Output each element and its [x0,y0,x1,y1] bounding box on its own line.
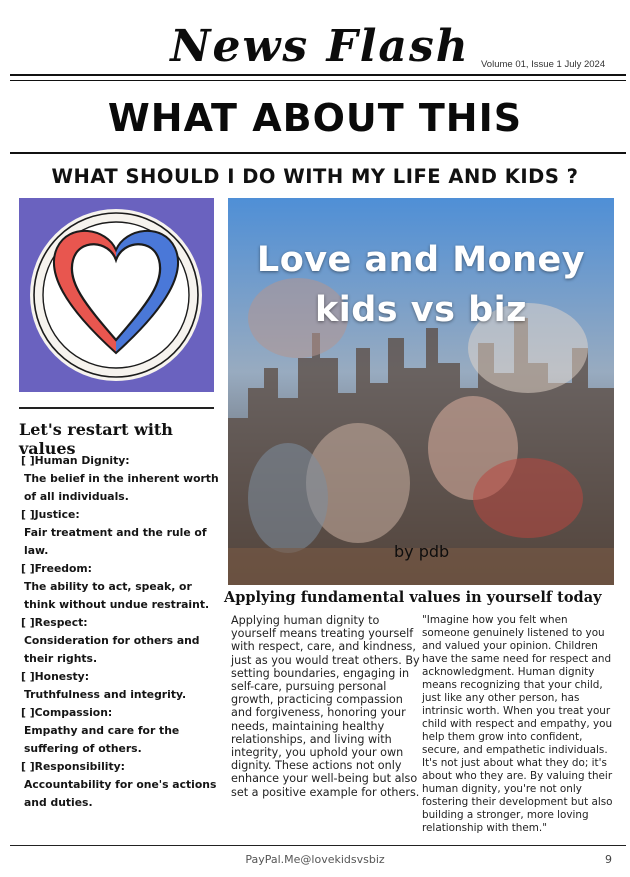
value-description: Fair treatment and the rule of law. [24,526,207,557]
value-description: Truthfulness and integrity. [24,688,187,701]
value-description: The belief in the inherent worth of all individuals. [24,472,219,503]
value-description: Consideration for others and their rights. [24,634,200,665]
cover-image [228,198,614,585]
value-item [21,452,221,506]
value-item [21,758,221,812]
value-name: [ ]Justice: [21,508,80,521]
value-name: [ ]Honesty: [21,670,90,683]
article-column-2: "Imagine how you felt when someone genuinely listened to you and valued your opinion. Children have the same need for respect and acknowledgment. Human dignity means recognizing that your child, just like any other person, has intrinsic worth. When you treat your child with respect and empathy, you help them grow into confident, secure, and empathetic individuals. It's not just about what they do; it's about who they are. By valuing their human dignity, you're not only fostering their development but also building a stronger, more loving relationship with them." [422,614,613,834]
cover-byline: by pdb [394,542,450,561]
value-item [21,614,221,668]
column-divider [19,407,214,409]
footer-rule [10,845,626,846]
page-number: 9 [605,853,612,866]
footer-link[interactable]: PayPal.Me@lovekidsvsbiz [245,853,385,866]
value-name: [ ]Compassion: [21,706,113,719]
headline-rule [10,152,626,154]
value-name: [ ]Responsibility: [21,760,125,773]
cover-title-line2: kids vs biz [314,290,528,330]
heart-logo-panel [19,198,214,392]
masthead-title: News Flash [170,21,470,72]
value-description: The ability to act, speak, or think without undue restraint. [24,580,210,611]
masthead-rule-thin [10,80,626,81]
subheadline: WHAT SHOULD I DO WITH MY LIFE AND KIDS ? [51,165,579,188]
cover-title-line1: Love and Money [256,240,586,280]
value-name: [ ]Freedom: [21,562,92,575]
values-title: Let's restart with values [19,420,173,458]
value-item [21,704,221,758]
value-item [21,506,221,560]
headline: WHAT ABOUT THIS [107,96,523,140]
value-name: [ ]Respect: [21,616,88,629]
value-description: Empathy and care for the suffering of others. [24,724,180,755]
value-item [21,668,221,704]
issue-info: Volume 01, Issue 1 July 2024 [481,59,606,70]
masthead-rule [10,74,626,76]
article-column-1: Applying human dignity to yourself means treating yourself with respect, care, and kindness, just as you would treat others. By setting boundaries, engaging in self-care, pursuing personal growth, practicing compassion and forgiveness, honoring your needs, maintaining healthy relationships, and living with integrity, you uphold your own dignity. These actions not only enhance your well-being but also set a positive example for others. [231,614,420,799]
values-list [21,452,221,812]
value-item [21,560,221,614]
value-description: Accountability for one's actions and duties. [24,778,217,809]
heart-circle-logo-icon [19,198,214,392]
article-title: Applying fundamental values in yourself today [224,589,602,606]
value-name: [ ]Human Dignity: [21,454,130,467]
